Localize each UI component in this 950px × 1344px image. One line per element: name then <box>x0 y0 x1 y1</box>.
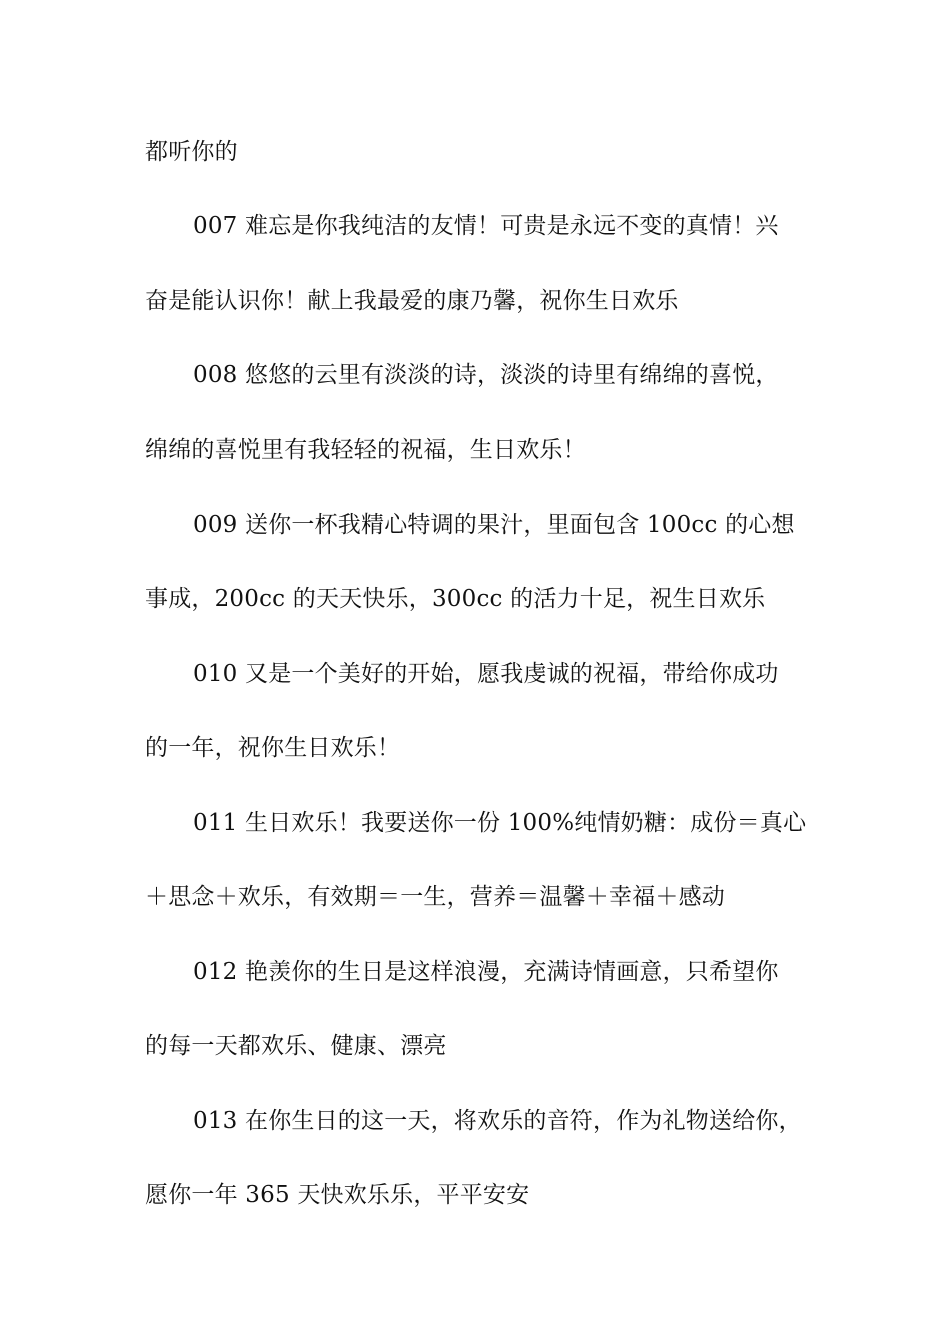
paragraph-008-line-2: 绵绵的喜悦里有我轻轻的祝福，生日欢乐！ <box>145 437 586 463</box>
paragraph-012-line-1: 012 艳羡你的生日是这样浪漫，充满诗情画意，只希望你 <box>193 959 779 985</box>
paragraph-010-line-1: 010 又是一个美好的开始，愿我虔诚的祝福，带给你成功 <box>193 661 779 687</box>
paragraph-013-line-2: 愿你一年 365 天快欢乐乐，平平安安 <box>145 1182 530 1208</box>
paragraph-011-line-2: ＋思念＋欢乐，有效期＝一生，营养＝温馨＋幸福＋感动 <box>145 884 725 910</box>
paragraph-013-line-1: 013 在你生日的这一天，将欢乐的音符，作为礼物送给你， <box>193 1108 802 1134</box>
paragraph-007-line-1: 007 难忘是你我纯洁的友情！可贵是永远不变的真情！兴 <box>193 213 779 239</box>
paragraph-008-line-1: 008 悠悠的云里有淡淡的诗，淡淡的诗里有绵绵的喜悦， <box>193 362 779 388</box>
paragraph-009-line-2: 事成，200cc 的天天快乐，300cc 的活力十足，祝生日欢乐 <box>145 586 766 612</box>
paragraph-012-line-2: 的每一天都欢乐、健康、漂亮 <box>145 1033 447 1059</box>
paragraph-009-line-1: 009 送你一杯我精心特调的果汁，里面包含 100cc 的心想 <box>193 512 795 538</box>
paragraph-010-line-2: 的一年，祝你生日欢乐！ <box>145 735 401 761</box>
paragraph-011-line-1: 011 生日欢乐！我要送你一份 100%纯情奶糖：成份＝真心 <box>193 810 807 836</box>
paragraph-007-line-2: 奋是能认识你！献上我最爱的康乃馨，祝你生日欢乐 <box>145 288 679 314</box>
text-line: 都听你的 <box>145 139 238 165</box>
